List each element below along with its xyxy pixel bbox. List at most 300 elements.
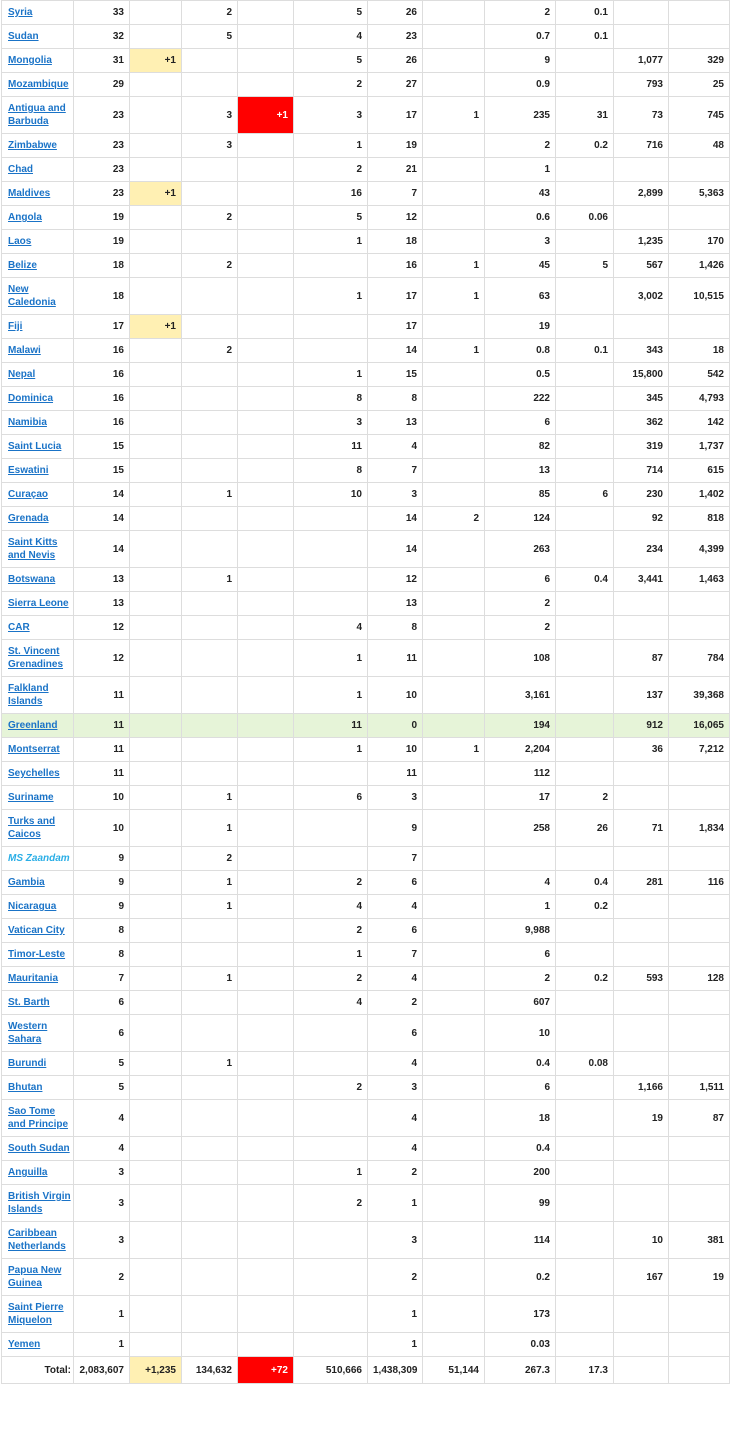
cases-per-million-cell: 18 [485,1100,556,1137]
country-link[interactable]: Antigua and Barbuda [8,103,66,127]
deaths-per-million-cell: 0.1 [556,339,614,363]
country-cell [2,1100,74,1137]
total-deaths-cell [182,278,238,315]
country-link[interactable]: Curaçao [8,489,49,500]
total-cases-cell: 33 [74,1,130,25]
country-cell [2,1076,74,1100]
serious-critical-cell [423,616,485,640]
tests-per-million-cell: 25 [669,73,730,97]
deaths-per-million-cell: 0.1 [556,25,614,49]
table-row [2,1015,730,1052]
serious-critical-cell [423,531,485,568]
total-tests-cell: 19 [614,1100,669,1137]
serious-critical-cell [423,230,485,254]
country-link[interactable]: Laos [8,236,32,247]
total-cases-cell: 3 [74,1222,130,1259]
new-deaths-cell [238,1100,294,1137]
total-cases-cell: 3 [74,1185,130,1222]
deaths-per-million-cell [556,278,614,315]
new-cases-cell [130,895,182,919]
serious-critical-cell [423,1100,485,1137]
total-deaths-cell [182,677,238,714]
table-row [2,206,730,230]
tests-per-million-cell [669,1185,730,1222]
tests-per-million-cell: 5,363 [669,182,730,206]
cases-per-million-cell: 6 [485,943,556,967]
country-cell [2,1052,74,1076]
tests-per-million-cell: 542 [669,363,730,387]
total-cases-cell: 10 [74,786,130,810]
table-row [2,943,730,967]
cases-per-million-cell: 222 [485,387,556,411]
serious-critical-cell [423,1333,485,1357]
country-cell [2,1161,74,1185]
country-link[interactable]: Anguilla [8,1167,48,1178]
new-cases-cell [130,1333,182,1357]
total-tests-cell: 1,166 [614,1076,669,1100]
new-deaths-cell [238,895,294,919]
active-cases-cell: 19 [368,134,423,158]
table-row [2,616,730,640]
cases-per-million-cell: 9 [485,49,556,73]
country-link[interactable]: Seychelles [8,768,60,779]
total-cases-cell: 10 [74,810,130,847]
total-cases-cell: 11 [74,738,130,762]
total-deaths-cell: 2 [182,339,238,363]
total-cases-cell: 4 [74,1100,130,1137]
total-tests-cell [614,762,669,786]
country-link[interactable]: Falkland Islands [8,683,49,707]
new-deaths-cell [238,847,294,871]
serious-critical-cell [423,1076,485,1100]
country-link[interactable]: Saint Kitts and Nevis [8,537,58,561]
country-link[interactable]: Timor-Leste [8,949,66,960]
serious-critical-cell [423,1052,485,1076]
total-tests-cell: 362 [614,411,669,435]
country-cell [2,919,74,943]
deaths-per-million-cell [556,230,614,254]
country-link[interactable]: Chad [8,164,33,175]
serious-critical-cell [423,847,485,871]
tests-per-million-cell [669,592,730,616]
country-link[interactable]: Sierra Leone [8,598,69,609]
active-cases-cell: 14 [368,339,423,363]
active-cases-cell: 15 [368,363,423,387]
country-link[interactable]: St. Barth [8,997,50,1008]
table-row [2,459,730,483]
total-recovered-cell [294,531,368,568]
active-cases-cell: 7 [368,459,423,483]
country-link[interactable]: Mauritania [8,973,59,984]
table-row [2,278,730,315]
country-link[interactable]: South Sudan [8,1143,70,1154]
new-deaths-cell [238,1222,294,1259]
tests-per-million-cell: 18 [669,339,730,363]
country-link[interactable]: Burundi [8,1058,47,1069]
tests-per-million-cell: 745 [669,97,730,134]
cases-per-million-cell: 112 [485,762,556,786]
cases-per-million-cell: 6 [485,411,556,435]
table-row [2,134,730,158]
total-label: Total: [44,1364,71,1376]
tests-per-million-cell: 170 [669,230,730,254]
total-recovered-cell: 1 [294,943,368,967]
country-cell [2,387,74,411]
table-row [2,640,730,677]
serious-critical-cell: 1 [423,254,485,278]
deaths-per-million-cell [556,411,614,435]
deaths-per-million-cell [556,1015,614,1052]
cases-per-million-cell: 63 [485,278,556,315]
serious-critical-cell [423,1161,485,1185]
total-cases-cell: 11 [74,677,130,714]
new-deaths-cell [238,1259,294,1296]
cases-per-million-cell: 85 [485,483,556,507]
active-cases-cell: 12 [368,568,423,592]
country-link[interactable]: Papua New Guinea [8,1265,62,1289]
new-cases-cell [130,640,182,677]
total-recovered-cell [294,1015,368,1052]
table-row [2,738,730,762]
total-recovered-cell [294,1333,368,1357]
tests-per-million-cell [669,616,730,640]
new-cases-cell [130,1185,182,1222]
total-recovered-cell: 2 [294,1185,368,1222]
total-tests-cell [614,1333,669,1357]
active-cases-cell: 4 [368,435,423,459]
total-tests-cell: 345 [614,387,669,411]
deaths-per-million-cell [556,738,614,762]
country-link[interactable]: CAR [8,622,30,633]
new-deaths-cell [238,786,294,810]
total-recovered-cell: 10 [294,483,368,507]
new-deaths-cell [238,254,294,278]
country-link[interactable]: Angola [8,212,42,223]
table-row [2,1161,730,1185]
table-row [2,507,730,531]
country-link[interactable]: Western Sahara [8,1021,48,1045]
tests-per-million-cell [669,762,730,786]
total-deaths-cell [182,435,238,459]
country-link[interactable]: Vatican City [8,925,65,936]
country-link[interactable]: Sudan [8,31,39,42]
deaths-per-million-cell: 5 [556,254,614,278]
country-cell [2,206,74,230]
total-cases-cell: 6 [74,991,130,1015]
country-link[interactable]: Zimbabwe [8,140,57,151]
deaths-per-million-cell [556,919,614,943]
new-cases-cell [130,339,182,363]
total-label-cell [2,1357,74,1384]
new-cases-cell [130,943,182,967]
new-cases-cell: +1 [130,182,182,206]
total-recovered-cell [294,507,368,531]
country-link[interactable]: New Caledonia [8,284,56,308]
total-recovered-cell: 2 [294,73,368,97]
country-cell [2,991,74,1015]
tests-per-million-cell: 784 [669,640,730,677]
total-tests-cell: 912 [614,714,669,738]
country-link[interactable]: Namibia [8,417,47,428]
table-row [2,1185,730,1222]
new-cases-cell [130,25,182,49]
new-deaths-cell [238,1015,294,1052]
cases-per-million-cell: 2 [485,967,556,991]
new-deaths-cell [238,230,294,254]
serious-critical-cell [423,640,485,677]
total-tests-cell: 281 [614,871,669,895]
serious-critical-cell [423,714,485,738]
table-row [2,762,730,786]
total-tests-cell [614,1357,669,1384]
country-cell [2,25,74,49]
tests-per-million-cell [669,1015,730,1052]
country-link[interactable]: Saint Pierre Miquelon [8,1302,64,1326]
total-cases-cell: 2 [74,1259,130,1296]
total-deaths-cell: 3 [182,134,238,158]
cases-per-million-cell: 4 [485,871,556,895]
country-link[interactable]: Caribbean Netherlands [8,1228,66,1252]
total-deaths-cell [182,507,238,531]
active-cases-cell: 6 [368,1015,423,1052]
total-deaths-cell [182,182,238,206]
country-link[interactable]: Malawi [8,345,41,356]
total-tests-cell [614,1161,669,1185]
table-row [2,714,730,738]
country-link[interactable]: Dominica [8,393,54,404]
table-row [2,1296,730,1333]
active-cases-cell: 26 [368,1,423,25]
tests-per-million-cell: 615 [669,459,730,483]
total-deaths-cell [182,531,238,568]
country-link[interactable]: Mongolia [8,55,52,66]
tests-per-million-cell: 4,793 [669,387,730,411]
total-deaths-cell [182,1076,238,1100]
cases-per-million-cell: 0.6 [485,206,556,230]
serious-critical-cell [423,134,485,158]
serious-critical-cell [423,483,485,507]
table-row [2,991,730,1015]
cases-per-million-cell: 2 [485,134,556,158]
country-link[interactable]: Fiji [8,321,23,332]
total-deaths-cell [182,1015,238,1052]
tests-per-million-cell [669,1357,730,1384]
deaths-per-million-cell: 0.4 [556,871,614,895]
new-deaths-cell [238,411,294,435]
new-deaths-cell [238,1052,294,1076]
tests-per-million-cell [669,919,730,943]
country-link[interactable]: British Virgin Islands [8,1191,71,1215]
tests-per-million-cell: 128 [669,967,730,991]
total-recovered-cell: 1 [294,1161,368,1185]
total-tests-cell: 319 [614,435,669,459]
serious-critical-cell [423,49,485,73]
country-link[interactable]: Gambia [8,877,45,888]
total-deaths-cell: 1 [182,810,238,847]
table-row [2,363,730,387]
total-tests-cell: 234 [614,531,669,568]
new-deaths-cell [238,531,294,568]
country-link[interactable]: Sao Tome and Principe [8,1106,69,1130]
country-link[interactable]: Grenada [8,513,49,524]
total-cases-cell: 19 [74,206,130,230]
tests-per-million-cell: 1,737 [669,435,730,459]
active-cases-cell: 1 [368,1333,423,1357]
total-recovered-cell: 4 [294,991,368,1015]
cases-per-million-cell: 45 [485,254,556,278]
total-deaths-cell [182,459,238,483]
total-deaths-cell: 2 [182,847,238,871]
new-deaths-cell [238,592,294,616]
total-tests-cell: 3,002 [614,278,669,315]
country-cell [2,810,74,847]
new-deaths-cell [238,134,294,158]
tests-per-million-cell: 39,368 [669,677,730,714]
active-cases-cell: 3 [368,1222,423,1259]
new-cases-cell [130,507,182,531]
country-cell [2,411,74,435]
country-cell [2,507,74,531]
cases-per-million-cell: 0.2 [485,1259,556,1296]
active-cases-cell: 11 [368,640,423,677]
serious-critical-cell [423,895,485,919]
total-deaths-cell [182,49,238,73]
total-deaths-cell [182,230,238,254]
new-deaths-cell [238,810,294,847]
deaths-per-million-cell: 0.2 [556,134,614,158]
country-cell [2,847,74,871]
total-deaths-cell [182,73,238,97]
active-cases-cell: 3 [368,786,423,810]
deaths-per-million-cell [556,616,614,640]
table-row [2,786,730,810]
tests-per-million-cell: 142 [669,411,730,435]
country-cell [2,871,74,895]
deaths-per-million-cell [556,158,614,182]
total-tests-cell [614,592,669,616]
cases-per-million-cell: 6 [485,568,556,592]
new-deaths-cell [238,1333,294,1357]
tests-per-million-cell: 48 [669,134,730,158]
country-link[interactable]: Yemen [8,1339,41,1350]
new-deaths-cell [238,1296,294,1333]
new-deaths-cell [238,714,294,738]
cases-per-million-cell: 235 [485,97,556,134]
new-cases-cell [130,991,182,1015]
table-row [2,531,730,568]
serious-critical-cell [423,206,485,230]
total-deaths-cell [182,411,238,435]
new-cases-cell [130,1137,182,1161]
table-row [2,568,730,592]
serious-critical-cell [423,363,485,387]
table-row [2,73,730,97]
total-cases-cell: 13 [74,568,130,592]
table-row [2,158,730,182]
total-deaths-cell [182,1161,238,1185]
new-deaths-cell [238,182,294,206]
table-row [2,1333,730,1357]
tests-per-million-cell: 1,511 [669,1076,730,1100]
country-link[interactable]: Greenland [8,720,58,731]
total-deaths-cell [182,158,238,182]
table-row [2,230,730,254]
total-tests-cell: 593 [614,967,669,991]
total-cases-cell: 18 [74,278,130,315]
new-deaths-cell [238,315,294,339]
country-link[interactable]: Nepal [8,369,36,380]
active-cases-cell: 10 [368,677,423,714]
cases-per-million-cell: 258 [485,810,556,847]
total-tests-cell [614,1,669,25]
new-deaths-cell [238,1076,294,1100]
total-tests-cell: 87 [614,640,669,677]
country-link[interactable]: Botswana [8,574,56,585]
new-cases-cell [130,1052,182,1076]
new-deaths-cell [238,616,294,640]
cases-per-million-cell: 3 [485,230,556,254]
total-recovered-cell: 2 [294,919,368,943]
table-row [2,387,730,411]
total-deaths-cell [182,1185,238,1222]
country-link[interactable]: Maldives [8,188,51,199]
country-link[interactable]: Syria [8,7,33,18]
country-link[interactable]: Suriname [8,792,54,803]
total-deaths-cell: 3 [182,97,238,134]
country-link[interactable]: Belize [8,260,37,271]
country-cell [2,278,74,315]
country-cell [2,568,74,592]
new-cases-cell [130,435,182,459]
total-recovered-cell [294,592,368,616]
total-cases-cell: 9 [74,895,130,919]
total-cases-cell: 23 [74,134,130,158]
total-recovered-cell: 510,666 [294,1357,368,1384]
country-link[interactable]: St. Vincent Grenadines [8,646,64,670]
new-deaths-cell [238,483,294,507]
total-recovered-cell [294,1100,368,1137]
country-cell [2,786,74,810]
total-deaths-cell [182,1296,238,1333]
new-deaths-cell [238,459,294,483]
total-tests-cell [614,25,669,49]
tests-per-million-cell: 19 [669,1259,730,1296]
country-link[interactable]: Saint Lucia [8,441,62,452]
country-cell [2,738,74,762]
active-cases-cell: 8 [368,616,423,640]
cases-per-million-cell: 0.03 [485,1333,556,1357]
total-recovered-cell: 1 [294,363,368,387]
country-link[interactable]: Eswatini [8,465,49,476]
total-recovered-cell [294,568,368,592]
deaths-per-million-cell [556,1296,614,1333]
new-deaths-cell [238,25,294,49]
deaths-per-million-cell [556,73,614,97]
total-tests-cell [614,1137,669,1161]
total-cases-cell: 17 [74,315,130,339]
country-link[interactable]: Nicaragua [8,901,57,912]
country-link[interactable]: Montserrat [8,744,60,755]
new-cases-cell [130,158,182,182]
country-link[interactable]: Turks and Caicos [8,816,56,840]
total-cases-cell: 18 [74,254,130,278]
country-link[interactable]: Bhutan [8,1082,43,1093]
new-deaths-cell [238,967,294,991]
country-link[interactable]: Mozambique [8,79,69,90]
active-cases-cell: 18 [368,230,423,254]
serious-critical-cell [423,762,485,786]
total-tests-cell: 343 [614,339,669,363]
